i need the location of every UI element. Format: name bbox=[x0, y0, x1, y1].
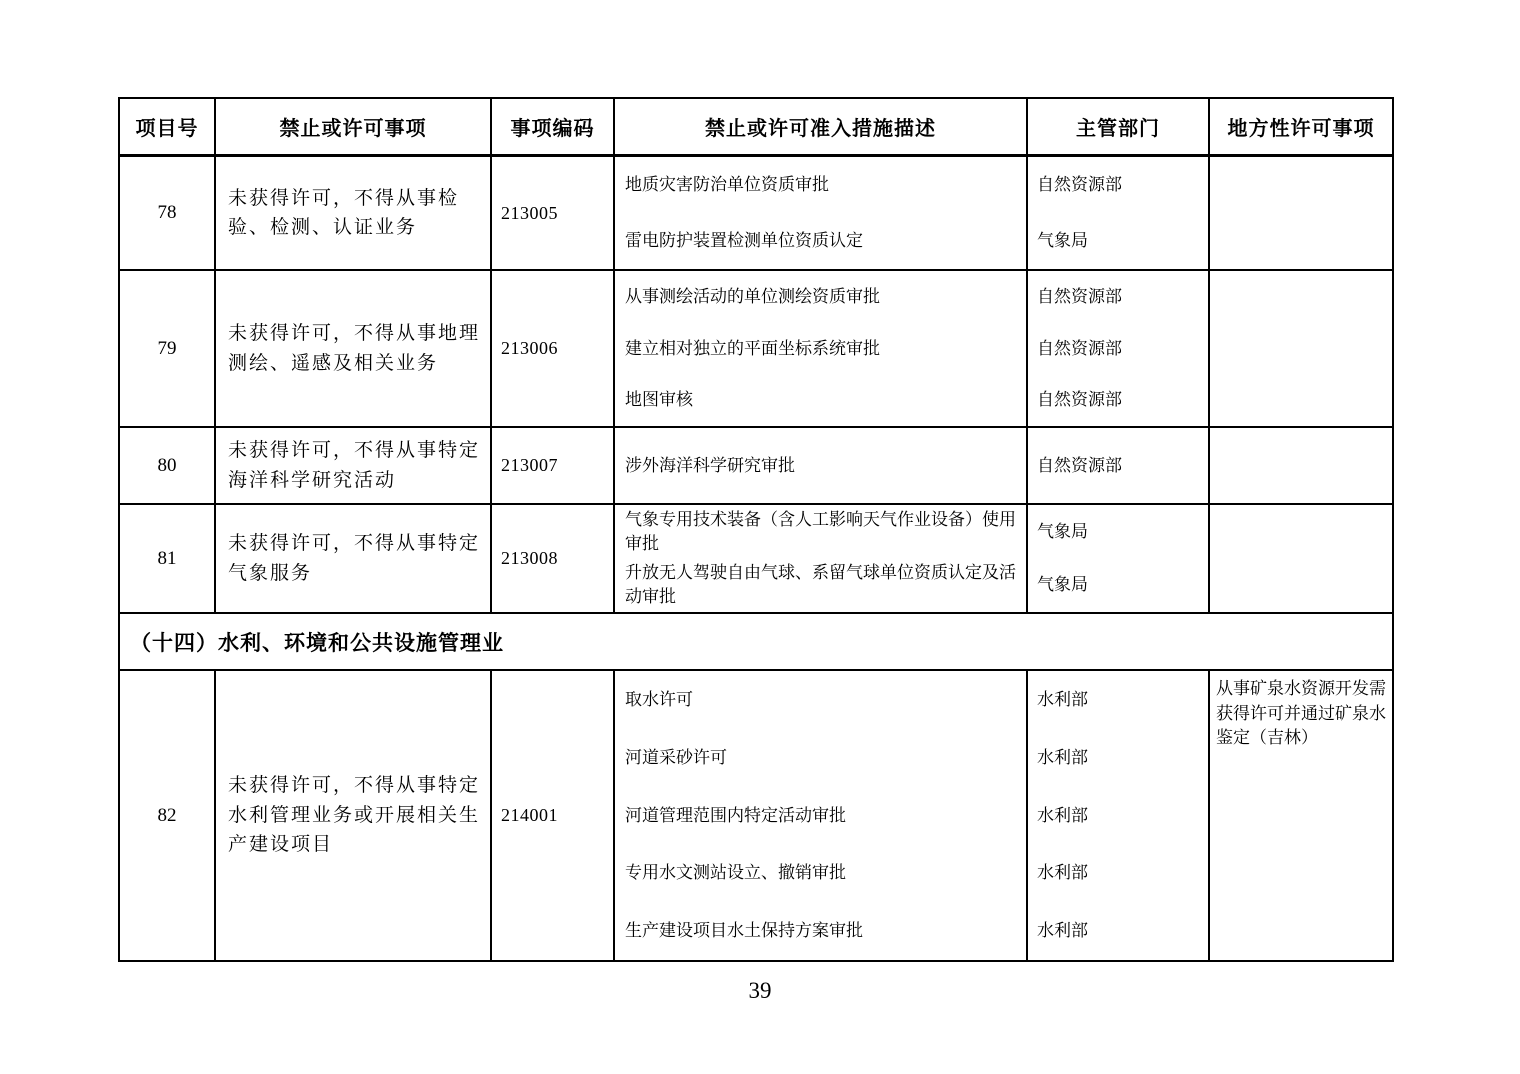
measure-desc: 河道管理范围内特定活动审批 bbox=[625, 805, 846, 825]
header-label: 主管部门 bbox=[1076, 118, 1160, 140]
cell-item: 未获得许可，不得从事特定气象服务 bbox=[216, 505, 492, 612]
measure-dept: 气象局 bbox=[1037, 521, 1088, 541]
licensing-table bbox=[118, 97, 1394, 962]
table-row bbox=[120, 271, 1392, 428]
measure-desc: 取水许可 bbox=[625, 690, 693, 709]
cell-measures bbox=[615, 271, 1028, 426]
page-number: 39 bbox=[748, 978, 772, 1003]
measure-dept: 自然资源部 bbox=[1037, 175, 1122, 195]
measure-desc: 地质灾害防治单位资质审批 bbox=[625, 175, 829, 195]
measure-dept: 水利部 bbox=[1037, 921, 1088, 941]
measure-desc: 气象专用技术装备（含人工影响天气作业设备）使用审批 bbox=[625, 509, 1016, 553]
cell-local bbox=[1210, 157, 1392, 269]
cell-item-no: 82 bbox=[120, 671, 216, 960]
cell-item-no: 80 bbox=[120, 428, 216, 503]
header-cell-item bbox=[216, 99, 492, 154]
table-row bbox=[120, 428, 1392, 505]
header-cell-dept bbox=[1028, 99, 1210, 154]
header-label: 项目号 bbox=[135, 118, 199, 140]
table-row bbox=[120, 157, 1392, 271]
measure-dept: 水利部 bbox=[1037, 690, 1088, 709]
cell-local bbox=[1210, 505, 1392, 612]
header-cell-measures bbox=[615, 99, 1028, 154]
measure-dept: 气象局 bbox=[1037, 231, 1088, 251]
cell-measures bbox=[615, 428, 1028, 503]
cell-local: 从事矿泉水资源开发需获得许可并通过矿泉水鉴定（吉林） bbox=[1216, 679, 1386, 748]
cell-code: 214001 bbox=[492, 671, 615, 960]
cell-item: 未获得许可，不得从事特定水利管理业务或开展相关生产建设项目 bbox=[216, 671, 492, 960]
cell-measures bbox=[615, 505, 1028, 612]
cell-code: 213006 bbox=[492, 271, 615, 426]
measure-desc: 河道采砂许可 bbox=[625, 747, 727, 767]
measure-desc: 涉外海洋科学研究审批 bbox=[625, 455, 795, 475]
measure-desc: 专用水文测站设立、撤销审批 bbox=[625, 863, 846, 883]
measure-desc: 生产建设项目水土保持方案审批 bbox=[625, 921, 863, 941]
measure-dept: 水利部 bbox=[1037, 805, 1088, 825]
measure-dept: 自然资源部 bbox=[1037, 286, 1122, 306]
cell-item-no: 78 bbox=[120, 157, 216, 269]
header-cell-local bbox=[1210, 99, 1392, 154]
measure-desc: 雷电防护装置检测单位资质认定 bbox=[625, 231, 863, 251]
table-header-row bbox=[120, 99, 1392, 157]
cell-depts bbox=[1028, 157, 1210, 269]
section-header-label: （十四）水利、环境和公共设施管理业 bbox=[130, 631, 504, 655]
cell-code: 213008 bbox=[492, 505, 615, 612]
cell-code: 213005 bbox=[492, 157, 615, 269]
cell-depts bbox=[1028, 428, 1210, 503]
cell-measures bbox=[615, 157, 1028, 269]
measure-desc: 从事测绘活动的单位测绘资质审批 bbox=[625, 286, 880, 306]
cell-item-no: 81 bbox=[120, 505, 216, 612]
cell-item: 未获得许可，不得从事特定海洋科学研究活动 bbox=[216, 428, 492, 503]
cell-local bbox=[1210, 428, 1392, 503]
measure-dept: 水利部 bbox=[1037, 747, 1088, 767]
cell-depts bbox=[1028, 271, 1210, 426]
cell-code: 213007 bbox=[492, 428, 615, 503]
header-label: 事项编码 bbox=[510, 118, 595, 140]
header-label: 地方性许可事项 bbox=[1227, 118, 1375, 140]
measure-dept: 水利部 bbox=[1037, 863, 1088, 883]
header-cell-code bbox=[492, 99, 615, 154]
cell-measures bbox=[615, 671, 1028, 960]
cell-depts bbox=[1028, 505, 1210, 612]
header-label: 禁止或许可准入措施描述 bbox=[705, 118, 936, 140]
measure-dept: 自然资源部 bbox=[1037, 338, 1122, 358]
measure-dept: 自然资源部 bbox=[1037, 390, 1122, 410]
cell-local bbox=[1210, 271, 1392, 426]
cell-item: 未获得许可，不得从事检验、检测、认证业务 bbox=[216, 157, 492, 269]
header-label: 禁止或许可事项 bbox=[279, 118, 427, 140]
cell-depts bbox=[1028, 671, 1210, 960]
table-row bbox=[120, 671, 1392, 960]
measure-dept: 气象局 bbox=[1037, 575, 1088, 595]
header-cell-item-no bbox=[120, 99, 216, 154]
cell-item: 未获得许可，不得从事地理测绘、遥感及相关业务 bbox=[216, 271, 492, 426]
measure-desc: 升放无人驾驶自由气球、系留气球单位资质认定及活动审批 bbox=[625, 563, 1016, 607]
table-row bbox=[120, 505, 1392, 614]
cell-item-no: 79 bbox=[120, 271, 216, 426]
measure-dept: 自然资源部 bbox=[1037, 455, 1122, 475]
measure-desc: 建立相对独立的平面坐标系统审批 bbox=[625, 338, 880, 358]
section-header-row bbox=[120, 614, 1392, 671]
measure-desc: 地图审核 bbox=[625, 390, 693, 410]
